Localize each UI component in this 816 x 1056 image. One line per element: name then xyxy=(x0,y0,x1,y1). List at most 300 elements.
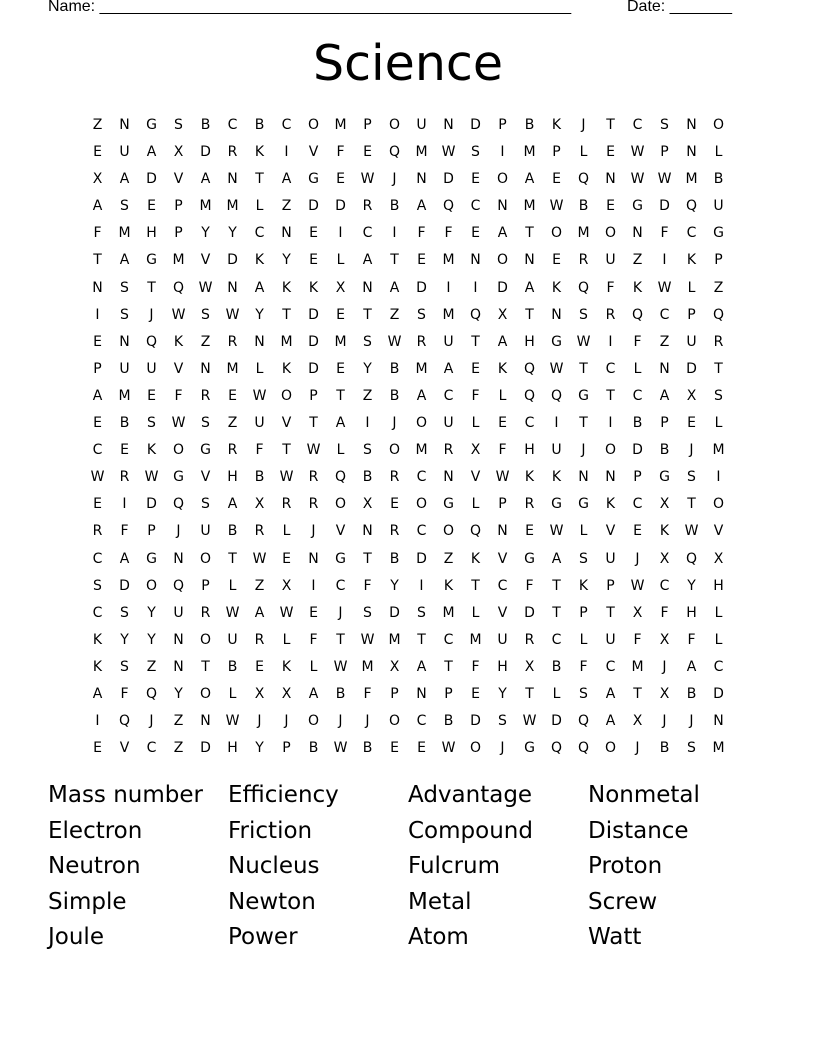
grid-letter: W xyxy=(360,171,375,188)
grid-letter: A xyxy=(200,171,211,188)
grid-letter: O xyxy=(145,577,158,594)
grid-letter: P xyxy=(552,144,561,161)
grid-letter: W xyxy=(252,387,267,404)
grid-letter: D xyxy=(146,171,157,188)
grid-letter: C xyxy=(551,631,562,648)
grid-letter: U xyxy=(605,631,616,648)
word-list-item: Electron xyxy=(48,817,143,844)
grid-letter: C xyxy=(92,604,103,621)
grid-letter: S xyxy=(147,415,156,432)
grid-letter: B xyxy=(551,658,562,675)
grid-letter: I xyxy=(608,333,613,350)
grid-letter: I xyxy=(284,144,289,161)
grid-letter: Y xyxy=(147,631,156,648)
grid-letter: L xyxy=(336,442,345,459)
grid-letter: J xyxy=(365,713,370,730)
grid-letter: R xyxy=(389,469,400,486)
grid-letter: I xyxy=(419,577,424,594)
grid-letter: A xyxy=(281,171,292,188)
grid-letter: Q xyxy=(550,387,563,404)
grid-letter: U xyxy=(551,442,562,459)
grid-letter: M xyxy=(415,360,428,377)
grid-letter: O xyxy=(388,713,401,730)
grid-letter: E xyxy=(228,387,237,404)
grid-letter: E xyxy=(390,496,399,513)
grid-letter: I xyxy=(500,144,505,161)
grid-letter: C xyxy=(335,577,346,594)
grid-letter: X xyxy=(254,685,265,702)
grid-letter: W xyxy=(144,469,159,486)
grid-letter: B xyxy=(686,685,697,702)
grid-letter: G xyxy=(335,550,346,567)
grid-letter: M xyxy=(199,198,212,215)
grid-letter: S xyxy=(174,117,183,133)
grid-letter: P xyxy=(309,387,318,404)
grid-letter: D xyxy=(389,604,400,621)
grid-letter: K xyxy=(551,279,562,296)
grid-letter: B xyxy=(578,198,589,215)
grid-letter: N xyxy=(443,117,454,133)
grid-letter: C xyxy=(632,387,643,404)
grid-letter: R xyxy=(308,469,319,486)
grid-letter: B xyxy=(632,415,643,432)
grid-letter: I xyxy=(122,496,127,513)
grid-letter: C xyxy=(632,496,643,513)
grid-letter: S xyxy=(201,306,210,323)
grid-letter: C xyxy=(281,117,292,133)
grid-letter: A xyxy=(146,144,157,161)
grid-letter: D xyxy=(524,604,535,621)
grid-letter: Q xyxy=(577,279,590,296)
grid-letter: F xyxy=(633,333,642,350)
grid-letter: O xyxy=(280,387,293,404)
grid-letter: Q xyxy=(334,469,347,486)
grid-letter: W xyxy=(171,306,186,323)
grid-letter: W xyxy=(549,360,564,377)
grid-letter: L xyxy=(714,415,723,432)
grid-letter: N xyxy=(578,469,589,486)
grid-letter: M xyxy=(442,306,455,323)
grid-letter: I xyxy=(473,279,478,296)
grid-letter: A xyxy=(443,360,454,377)
grid-letter: Z xyxy=(362,387,373,404)
grid-letter: R xyxy=(362,198,373,215)
grid-letter: A xyxy=(524,279,535,296)
grid-letter: N xyxy=(497,198,508,215)
grid-letter: T xyxy=(417,631,426,648)
grid-letter: T xyxy=(282,442,291,459)
grid-letter: E xyxy=(525,523,534,540)
grid-letter: P xyxy=(498,496,507,513)
grid-letter: N xyxy=(416,171,427,188)
grid-letter: P xyxy=(687,306,696,323)
grid-letter: E xyxy=(498,415,507,432)
grid-letter: K xyxy=(281,360,292,377)
grid-letter: J xyxy=(500,740,505,757)
word-list-item: Neutron xyxy=(48,853,141,880)
grid-letter: V xyxy=(605,523,616,540)
grid-letter: A xyxy=(308,685,319,702)
grid-letter: S xyxy=(498,713,507,730)
grid-letter: M xyxy=(415,442,428,459)
grid-letter: B xyxy=(335,685,346,702)
grid-letter: N xyxy=(713,713,724,730)
grid-letter: T xyxy=(444,658,453,675)
grid-letter: P xyxy=(606,577,615,594)
grid-letter: L xyxy=(579,523,588,540)
grid-letter: T xyxy=(93,252,102,269)
grid-letter: S xyxy=(120,604,129,621)
grid-letter: N xyxy=(119,117,130,133)
grid-letter: P xyxy=(147,523,156,540)
grid-letter: L xyxy=(687,279,696,296)
grid-letter: G xyxy=(659,469,670,486)
grid-letter: M xyxy=(226,198,239,215)
grid-letter: I xyxy=(392,225,397,242)
grid-letter: Q xyxy=(172,279,185,296)
grid-letter: W xyxy=(549,198,564,215)
grid-letter: O xyxy=(199,685,212,702)
grid-letter: N xyxy=(605,469,616,486)
grid-letter: K xyxy=(470,550,481,567)
grid-letter: O xyxy=(496,252,509,269)
name-line: Name: _____________________________________________________ xyxy=(48,0,572,15)
grid-letter: S xyxy=(714,387,723,404)
grid-letter: E xyxy=(309,225,318,242)
grid-letter: K xyxy=(551,117,562,133)
grid-letter: T xyxy=(552,604,561,621)
grid-letter: Z xyxy=(632,252,643,269)
grid-letter: J xyxy=(635,550,640,567)
grid-letter: L xyxy=(228,577,237,594)
grid-letter: X xyxy=(92,171,103,188)
word-list-item: Fulcrum xyxy=(408,853,501,880)
grid-letter: T xyxy=(633,685,642,702)
grid-letter: C xyxy=(443,631,454,648)
word-list-item: Watt xyxy=(588,924,642,951)
grid-letter: O xyxy=(712,496,725,513)
grid-letter: K xyxy=(524,469,535,486)
grid-letter: D xyxy=(416,550,427,567)
grid-letter: U xyxy=(713,198,724,215)
grid-letter: R xyxy=(578,252,589,269)
grid-letter: R xyxy=(200,604,211,621)
grid-letter: C xyxy=(92,550,103,567)
grid-letter: A xyxy=(92,685,103,702)
grid-letter: T xyxy=(579,415,588,432)
grid-letter: T xyxy=(552,577,561,594)
grid-letter: N xyxy=(524,252,535,269)
grid-letter: W xyxy=(657,171,672,188)
grid-letter: V xyxy=(200,469,211,486)
grid-letter: T xyxy=(390,252,399,269)
grid-letter: X xyxy=(659,550,670,567)
grid-letter: W xyxy=(684,523,699,540)
grid-letter: V xyxy=(497,604,508,621)
grid-letter: S xyxy=(687,469,696,486)
grid-letter: X xyxy=(659,631,670,648)
grid-letter: B xyxy=(227,658,238,675)
grid-letter: X xyxy=(686,387,697,404)
grid-letter: W xyxy=(333,740,348,757)
grid-letter: S xyxy=(201,415,210,432)
grid-letter: M xyxy=(361,658,374,675)
grid-letter: E xyxy=(147,198,156,215)
grid-letter: B xyxy=(200,117,211,133)
grid-letter: L xyxy=(471,604,480,621)
word-list-item: Nucleus xyxy=(228,853,320,880)
grid-letter: D xyxy=(713,685,724,702)
grid-letter: P xyxy=(444,685,453,702)
grid-letter: L xyxy=(579,631,588,648)
grid-letter: E xyxy=(417,252,426,269)
grid-letter: I xyxy=(662,252,667,269)
grid-letter: C xyxy=(497,577,508,594)
grid-letter: J xyxy=(689,713,694,730)
grid-letter: B xyxy=(659,740,670,757)
grid-letter: A xyxy=(362,252,373,269)
grid-letter: X xyxy=(389,658,400,675)
grid-letter: W xyxy=(630,577,645,594)
grid-letter: E xyxy=(93,333,102,350)
grid-letter: I xyxy=(95,306,100,323)
grid-letter: I xyxy=(716,469,721,486)
grid-letter: E xyxy=(255,658,264,675)
grid-letter: G xyxy=(524,550,535,567)
grid-letter: L xyxy=(498,387,507,404)
word-list-item: Compound xyxy=(408,817,533,844)
grid-letter: I xyxy=(365,415,370,432)
grid-letter: Q xyxy=(172,496,185,513)
grid-letter: O xyxy=(199,631,212,648)
grid-letter: M xyxy=(577,225,590,242)
grid-letter: E xyxy=(471,225,480,242)
word-list-item: Efficiency xyxy=(228,782,339,808)
grid-letter: A xyxy=(92,198,103,215)
grid-letter: C xyxy=(416,523,427,540)
grid-letter: Y xyxy=(174,685,183,702)
grid-letter: B xyxy=(119,415,130,432)
grid-letter: A xyxy=(92,387,103,404)
grid-letter: F xyxy=(120,685,129,702)
grid-letter: E xyxy=(471,360,480,377)
grid-letter: D xyxy=(146,496,157,513)
grid-letter: E xyxy=(363,144,372,161)
grid-letter: W xyxy=(522,713,537,730)
grid-letter: Z xyxy=(92,117,103,133)
grid-letter: T xyxy=(228,550,237,567)
grid-letter: Y xyxy=(120,631,129,648)
grid-letter: T xyxy=(579,360,588,377)
grid-letter: J xyxy=(581,442,586,459)
grid-letter: F xyxy=(525,577,534,594)
grid-letter: M xyxy=(712,740,725,757)
grid-letter: E xyxy=(552,171,561,188)
grid-letter: E xyxy=(147,387,156,404)
grid-letter: V xyxy=(119,740,130,757)
page-title: Science xyxy=(313,35,503,92)
grid-letter: E xyxy=(606,144,615,161)
grid-letter: Z xyxy=(254,577,265,594)
grid-letter: N xyxy=(497,523,508,540)
grid-letter: R xyxy=(92,523,103,540)
grid-letter: V xyxy=(308,144,319,161)
grid-letter: X xyxy=(335,279,346,296)
grid-letter: N xyxy=(308,550,319,567)
grid-letter: S xyxy=(579,306,588,323)
grid-letter: G xyxy=(713,225,724,242)
grid-letter: K xyxy=(254,144,265,161)
grid-letter: H xyxy=(497,658,508,675)
grid-letter: F xyxy=(660,225,669,242)
grid-letter: F xyxy=(336,144,345,161)
grid-letter: L xyxy=(228,685,237,702)
grid-letter: J xyxy=(338,604,343,621)
grid-letter: J xyxy=(635,740,640,757)
grid-letter: M xyxy=(523,144,536,161)
grid-letter: V xyxy=(281,415,292,432)
grid-letter: F xyxy=(471,387,480,404)
grid-letter: V xyxy=(470,469,481,486)
grid-letter: S xyxy=(363,333,372,350)
grid-letter: W xyxy=(549,523,564,540)
grid-letter: T xyxy=(282,306,291,323)
grid-letter: S xyxy=(660,117,669,133)
grid-letter: D xyxy=(308,198,319,215)
grid-letter: T xyxy=(201,658,210,675)
grid-letter: D xyxy=(308,360,319,377)
grid-letter: T xyxy=(363,306,372,323)
grid-letter: S xyxy=(120,279,129,296)
grid-letter: T xyxy=(255,171,264,188)
grid-letter: N xyxy=(254,333,265,350)
grid-letter: Z xyxy=(146,658,157,675)
word-list-item: Joule xyxy=(48,924,104,951)
grid-letter: S xyxy=(120,306,129,323)
grid-letter: Y xyxy=(147,604,156,621)
word-list-item: Mass number xyxy=(48,782,203,808)
grid-letter: R xyxy=(524,496,535,513)
grid-letter: Q xyxy=(577,713,590,730)
grid-letter: I xyxy=(554,415,559,432)
grid-letter: Q xyxy=(712,306,725,323)
grid-letter: K xyxy=(308,279,319,296)
grid-letter: T xyxy=(687,496,696,513)
grid-letter: Q xyxy=(442,198,455,215)
grid-letter: F xyxy=(309,631,318,648)
grid-letter: U xyxy=(173,604,184,621)
grid-letter: S xyxy=(417,306,426,323)
grid-letter: Z xyxy=(389,306,400,323)
grid-letter: W xyxy=(333,658,348,675)
grid-letter: A xyxy=(659,387,670,404)
grid-letter: Q xyxy=(685,198,698,215)
grid-letter: V xyxy=(173,360,184,377)
grid-letter: E xyxy=(120,442,129,459)
grid-letter: E xyxy=(309,604,318,621)
grid-letter: G xyxy=(578,496,589,513)
grid-letter: A xyxy=(416,658,427,675)
grid-letter: Z xyxy=(200,333,211,350)
grid-letter: K xyxy=(443,577,454,594)
grid-letter: X xyxy=(632,604,643,621)
grid-letter: A xyxy=(551,550,562,567)
grid-letter: X xyxy=(497,306,508,323)
grid-letter: M xyxy=(712,442,725,459)
grid-letter: A xyxy=(497,225,508,242)
grid-letter: X xyxy=(254,496,265,513)
grid-letter: D xyxy=(416,279,427,296)
grid-letter: E xyxy=(336,360,345,377)
grid-letter: B xyxy=(254,469,265,486)
grid-letter: Q xyxy=(577,740,590,757)
grid-letter: F xyxy=(363,577,372,594)
grid-letter: O xyxy=(334,496,347,513)
word-list-item: Screw xyxy=(588,888,658,915)
grid-letter: I xyxy=(95,713,100,730)
grid-letter: J xyxy=(662,658,667,675)
word-list-item: Simple xyxy=(48,888,127,915)
grid-letter: R xyxy=(416,333,427,350)
grid-letter: N xyxy=(470,252,481,269)
grid-letter: R xyxy=(389,523,400,540)
grid-letter: C xyxy=(632,117,643,133)
grid-letter: W xyxy=(198,279,213,296)
grid-letter: N xyxy=(443,469,454,486)
grid-letter: X xyxy=(281,577,292,594)
grid-letter: N xyxy=(173,631,184,648)
grid-letter: U xyxy=(146,360,157,377)
grid-letter: I xyxy=(608,415,613,432)
grid-letter: Q xyxy=(631,306,644,323)
grid-letter: K xyxy=(686,252,697,269)
grid-letter: Q xyxy=(145,333,158,350)
grid-letter: D xyxy=(335,198,346,215)
grid-letter: E xyxy=(471,685,480,702)
word-list-item: Atom xyxy=(408,924,469,951)
grid-letter: B xyxy=(362,740,373,757)
grid-letter: S xyxy=(93,577,102,594)
grid-letter: P xyxy=(363,117,372,133)
grid-letter: Z xyxy=(713,279,724,296)
grid-letter: C xyxy=(443,387,454,404)
grid-letter: I xyxy=(311,577,316,594)
grid-letter: C xyxy=(416,713,427,730)
grid-letter: D xyxy=(227,252,238,269)
grid-letter: K xyxy=(254,252,265,269)
grid-letter: K xyxy=(146,442,157,459)
grid-letter: I xyxy=(446,279,451,296)
grid-letter: A xyxy=(119,171,130,188)
grid-letter: R xyxy=(254,631,265,648)
grid-letter: L xyxy=(471,496,480,513)
grid-letter: B xyxy=(443,713,454,730)
grid-letter: R xyxy=(200,387,211,404)
grid-letter: U xyxy=(443,415,454,432)
grid-letter: B xyxy=(389,198,400,215)
grid-letter: T xyxy=(471,333,480,350)
grid-letter: E xyxy=(471,171,480,188)
grid-letter: Y xyxy=(363,360,372,377)
grid-letter: A xyxy=(119,550,130,567)
grid-letter: T xyxy=(471,577,480,594)
grid-letter: O xyxy=(199,550,212,567)
grid-letter: N xyxy=(173,658,184,675)
grid-letter: A xyxy=(335,415,346,432)
grid-letter: V xyxy=(713,523,724,540)
grid-letter: H xyxy=(686,604,697,621)
grid-letter: O xyxy=(172,442,185,459)
